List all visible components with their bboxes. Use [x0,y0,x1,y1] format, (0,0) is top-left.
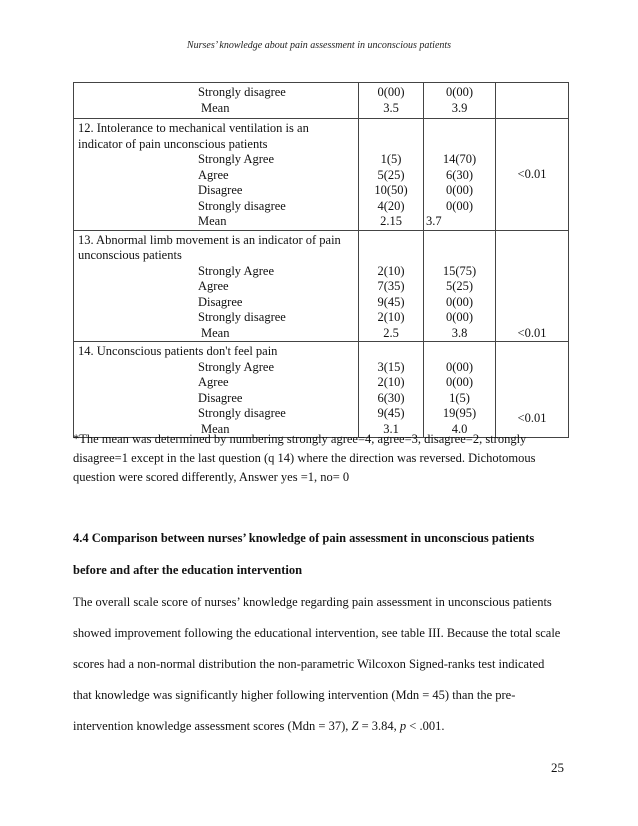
p-value-cell [496,230,569,342]
section-heading: before and after the education intervention [73,563,303,577]
p-value: <0.01 [517,411,547,425]
value: 4.0 [451,421,468,436]
value: 3.1 [383,421,399,436]
results-table [73,82,569,438]
p-value-cell [496,342,569,438]
option-label: Strongly Agree [198,359,275,374]
table-row [74,83,569,119]
paragraph-line: The overall scale score of nurses’ knowledge regarding pain assessment in unconscious patients [73,595,552,609]
z-symbol: Z [351,719,359,733]
value: 7(35) [377,279,405,293]
option-label: Disagree [198,294,243,309]
table-row [74,342,569,438]
mean-label: Mean [201,421,230,436]
question-cell [74,119,359,231]
option-label: Agree [198,279,229,293]
text: intervention knowledge assessment scores (Mdn = 37), [73,719,352,733]
value: 5(25) [377,167,405,182]
value: 2(10) [377,310,405,324]
mean-label: Mean [198,214,227,228]
running-head: Nurses’ knowledge about pain assessment in unconscious patients [186,40,452,51]
mean-label: Mean [201,325,230,340]
text: < .001. [406,719,445,733]
footnote-line: disagree=1 except in the last question (q 14) where the direction was reversed. Dichotomous [73,451,536,465]
pre-cell [359,119,424,231]
paragraph-line: showed improvement following the educational intervention, see table III. Because the total scale [73,626,561,640]
p-value-cell [496,119,569,231]
pre-cell [359,83,424,119]
footnote-line: question were scored differently, Answer yes =1, no= 0 [73,470,350,484]
mean-label: Mean [201,100,230,115]
value: 10(50) [374,183,408,197]
value: 0(00) [377,85,405,99]
question-text: indicator of pain unconscious patients [78,136,268,151]
value: 3.7 [426,214,442,228]
option-label: Agree [198,167,229,182]
page-number: 25 [551,760,564,775]
option-label: Agree [198,375,229,389]
question-cell [74,83,359,119]
value: 1(5) [380,152,402,166]
value: 2.5 [383,325,399,340]
value: 3.9 [451,100,468,115]
value: 9(45) [377,406,405,420]
p-value: <0.01 [517,166,547,181]
value: 3(15) [377,359,405,374]
question-text: 14. Unconscious patients don't feel pain [78,344,278,358]
value: 1(5) [449,390,470,405]
table-footnote [73,430,573,487]
paragraph-line: that knowledge was significantly higher following intervention (Mdn = 45) than the pre- [73,688,516,702]
value: 9(45) [377,294,405,309]
value: 2(10) [377,375,405,389]
pre-cell [359,342,424,438]
post-cell [424,342,496,438]
post-cell [424,230,496,342]
value: 0(00) [445,85,474,99]
option-label: Strongly Agree [198,152,275,166]
table-row [74,230,569,342]
question-cell [74,230,359,342]
value: 0(00) [445,359,474,374]
option-label: Strongly disagree [198,310,286,324]
value: 6(30) [377,390,405,405]
value: 6(30) [445,167,474,182]
text: = 3.84, [358,719,400,733]
question-text: 13. Abnormal limb movement is an indicator of pain [78,232,341,247]
p-value-cell [496,83,569,119]
post-cell [424,119,496,231]
value: 14(70) [442,152,477,166]
value: 0(00) [445,183,474,197]
paragraph-line: scores had a non-normal distribution the non-parametric Wilcoxon Signed-ranks test indicated [73,657,545,671]
value: 3.5 [383,100,399,115]
value: 15(75) [442,263,477,278]
option-label: Disagree [198,390,243,405]
post-cell [424,83,496,119]
value: 4(20) [377,198,405,213]
question-cell [74,342,359,438]
value: 0(00) [445,310,474,324]
value: 3.8 [451,325,468,340]
value: 5(25) [445,279,474,293]
p-value: <0.01 [517,325,547,340]
option-label: Strongly disagree [198,198,286,213]
option-label: Disagree [198,183,243,197]
pre-cell [359,230,424,342]
p-symbol: p [399,719,407,733]
option-label: Strongly Agree [198,263,275,278]
section-heading: 4.4 Comparison between nurses’ knowledge of pain assessment in unconscious patients [73,531,535,545]
option-label: Strongly disagree [198,85,286,99]
value: 19(95) [442,406,477,420]
paragraph-line [73,719,444,734]
footnote-line: *The mean was determined by numbering strongly agree=4, agree=3, disagree=2, strongly [73,432,527,446]
value: 0(00) [445,198,474,213]
value: 2(10) [377,263,405,278]
question-text: unconscious patients [78,248,182,262]
question-text: 12. Intolerance to mechanical ventilation is an [78,121,309,135]
option-label: Strongly disagree [198,406,286,420]
value: 0(00) [445,294,474,309]
value: 2.15 [380,214,402,228]
value: 0(00) [445,375,474,389]
table-row [74,119,569,231]
